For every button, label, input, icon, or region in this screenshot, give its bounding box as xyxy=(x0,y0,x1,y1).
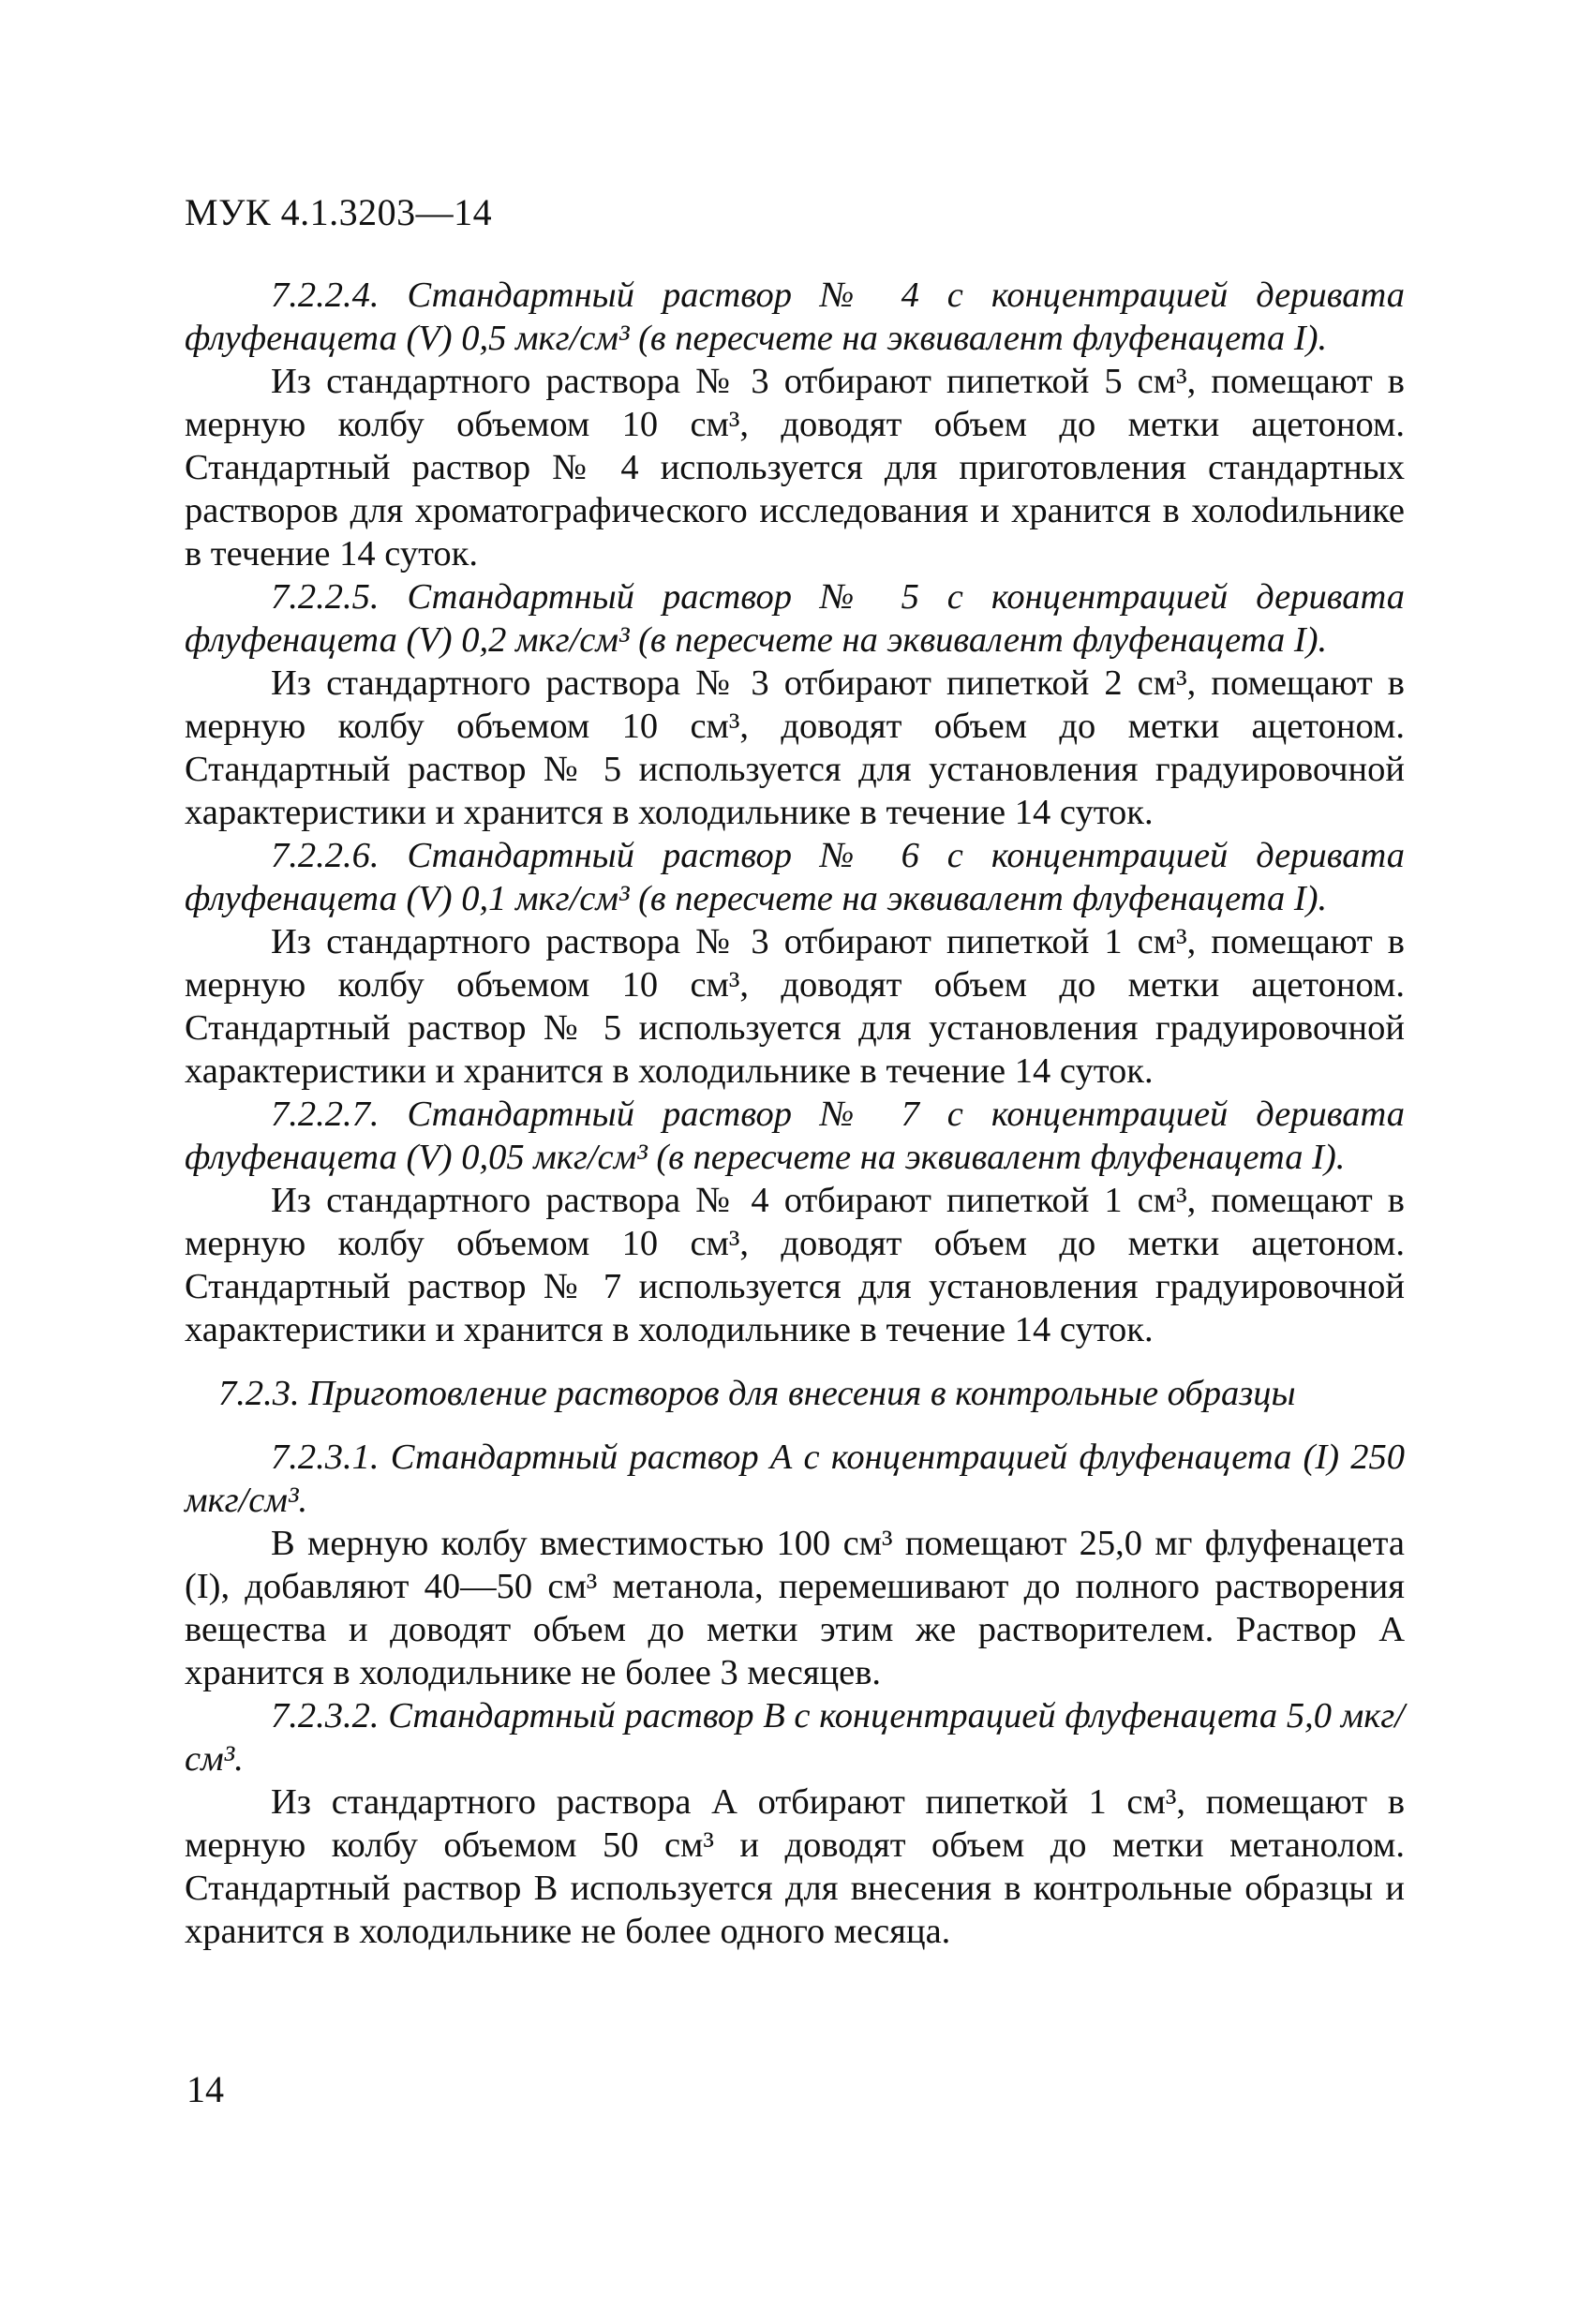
document-code-header: МУК 4.1.3203—14 xyxy=(185,191,493,233)
paragraph-solution-b: Из стандартного раствора А отбирают пипеткой 1 см³, помещают в мерную колбу объемом 50 см³ и доводят объем до метки метанолом. Стандартный раствор В используется для внесения в контрольные образцы и хранится в холодильнике не более одного месяца. xyxy=(185,1782,1405,1951)
document-body xyxy=(185,274,1405,1953)
page-number: 14 xyxy=(186,2068,224,2110)
subsection-heading-7-2-3-2: 7.2.3.2. Стандартный раствор В с концентрацией флуфенацета 5,0 мкг/см³. xyxy=(185,1696,1405,1779)
paragraph-solution-a: В мерную колбу вместимостью 100 см³ помещают 25,0 мг флуфенацета (I), добавляют 40—50 см³ метанола, перемешивают до полного растворения вещества и доводят объем до метки этим же растворителем. Раствор А хранится в холодильнике не более 3 месяцев. xyxy=(185,1524,1405,1692)
paragraph-solution-5: Из стандартного раствора № 3 отбирают пипеткой 2 см³, помещают в мерную колбу объемом 10 см³, доводят объем до метки ацетоном. Стандартный раствор № 5 используется для установления градуировочной характеристики и хранится в холодильнике в течение 14 суток. xyxy=(185,663,1405,832)
subsection-heading-7-2-2-7: 7.2.2.7. Стандартный раствор № 7 с концентрацией деривата флуфенацета (V) 0,05 мкг/см³ (в пересчете на эквивалент флуфенацета I). xyxy=(185,1095,1405,1177)
subsection-heading-7-2-2-4: 7.2.2.4. Стандартный раствор № 4 с концентрацией деривата флуфенацета (V) 0,5 мкг/см³ (в пересчете на эквивалент флуфенацета I). xyxy=(185,276,1405,358)
paragraph-solution-6: Из стандартного раствора № 3 отбирают пипеткой 1 см³, помещают в мерную колбу объемом 10 см³, доводят объем до метки ацетоном. Стандартный раствор № 5 используется для установления градуировочной характеристики и хранится в холодильнике в течение 14 суток. xyxy=(185,922,1405,1091)
subsection-heading-7-2-2-6: 7.2.2.6. Стандартный раствор № 6 с концентрацией деривата флуфенацета (V) 0,1 мкг/см³ (в пересчете на эквивалент флуфенацета I). xyxy=(185,836,1405,918)
section-title-7-2-3: 7.2.3. Приготовление растворов для внесения в контрольные образцы xyxy=(218,1374,1296,1413)
subsection-heading-7-2-3-1: 7.2.3.1. Стандартный раствор А с концентрацией флуфенацета (I) 250 мкг/см³. xyxy=(185,1438,1405,1520)
subsection-heading-7-2-2-5: 7.2.2.5. Стандартный раствор № 5 с концентрацией деривата флуфенацета (V) 0,2 мкг/см³ (в пересчете на эквивалент флуфенацета I). xyxy=(185,577,1405,660)
paragraph-solution-7: Из стандартного раствора № 4 отбирают пипеткой 1 см³, помещают в мерную колбу объемом 10 см³, доводят объем до метки ацетоном. Стандартный раствор № 7 используется для установления градуировочной характеристики и хранится в холодильнике в течение 14 суток. xyxy=(185,1181,1405,1349)
paragraph-solution-4: Из стандартного раствора № 3 отбирают пипеткой 5 см³, помещают в мерную колбу объемом 10 см³, доводят объем до метки ацетоном. Стандартный раствор № 4 используется для приготовления стандартных растворов для хроматографического исследования и хранится в холоdильнике в течение 14 суток. xyxy=(185,362,1405,574)
